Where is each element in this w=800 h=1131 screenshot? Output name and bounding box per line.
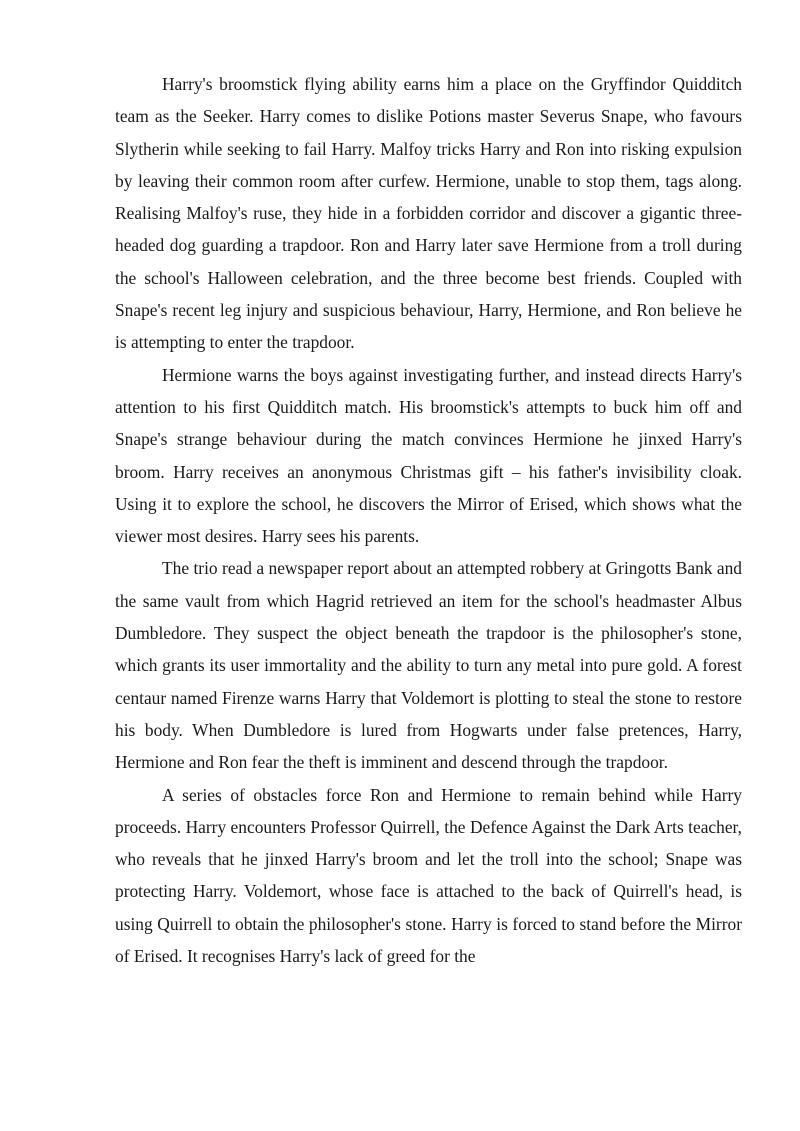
document-page — [115, 68, 742, 972]
paragraph: The trio read a newspaper report about an attempted robbery at Gringotts Bank and the same vault from which Hagrid retrieved an item for the school's headmaster Albus Dumbledore. They suspect the object beneath the trapdoor is the philosopher's stone, which grants its user immortality and the ability to turn any metal into pure gold. A forest centaur named Firenze warns Harry that Voldemort is plotting to steal the stone to restore his body. When Dumbledore is lured from Hogwarts under false pretences, Harry, Hermione and Ron fear the theft is imminent and descend through the trapdoor. — [115, 558, 742, 773]
paragraph: Harry's broomstick flying ability earns him a place on the Gryffindor Quidditch team as the Seeker. Harry comes to dislike Potions master Severus Snape, who favours Slytherin while seeking to fail Harry. Malfoy tricks Harry and Ron into risking expulsion by leaving their common room after curfew. Hermione, unable to stop them, tags along. Realising Malfoy's ruse, they hide in a forbidden corridor and discover a gigantic three-headed dog guarding a trapdoor. Ron and Harry later save Hermione from a troll during the school's Halloween celebration, and the three become best friends. Coupled with Snape's recent leg injury and suspicious behaviour, Harry, Hermione, and Ron believe he is attempting to enter the trapdoor. — [115, 74, 742, 353]
paragraph: A series of obstacles force Ron and Hermione to remain behind while Harry proceeds. Harry encounters Professor Quirrell, the Defence Against the Dark Arts teacher, who reveals that he jinxed Harry's broom and let the troll into the school; Snape was protecting Harry. Voldemort, whose face is attached to the back of Quirrell's head, is using Quirrell to obtain the philosopher's stone. Harry is forced to stand before the Mirror of Erised. It recognises Harry's lack of greed for the — [115, 784, 742, 967]
paragraph: Hermione warns the boys against investigating further, and instead directs Harry's attention to his first Quidditch match. His broomstick's attempts to buck him off and Snape's strange behaviour during the match convinces Hermione he jinxed Harry's broom. Harry receives an anonymous Christmas gift – his father's invisibility cloak. Using it to explore the school, he discovers the Mirror of Erised, which shows what the viewer most desires. Harry sees his parents. — [115, 364, 742, 547]
